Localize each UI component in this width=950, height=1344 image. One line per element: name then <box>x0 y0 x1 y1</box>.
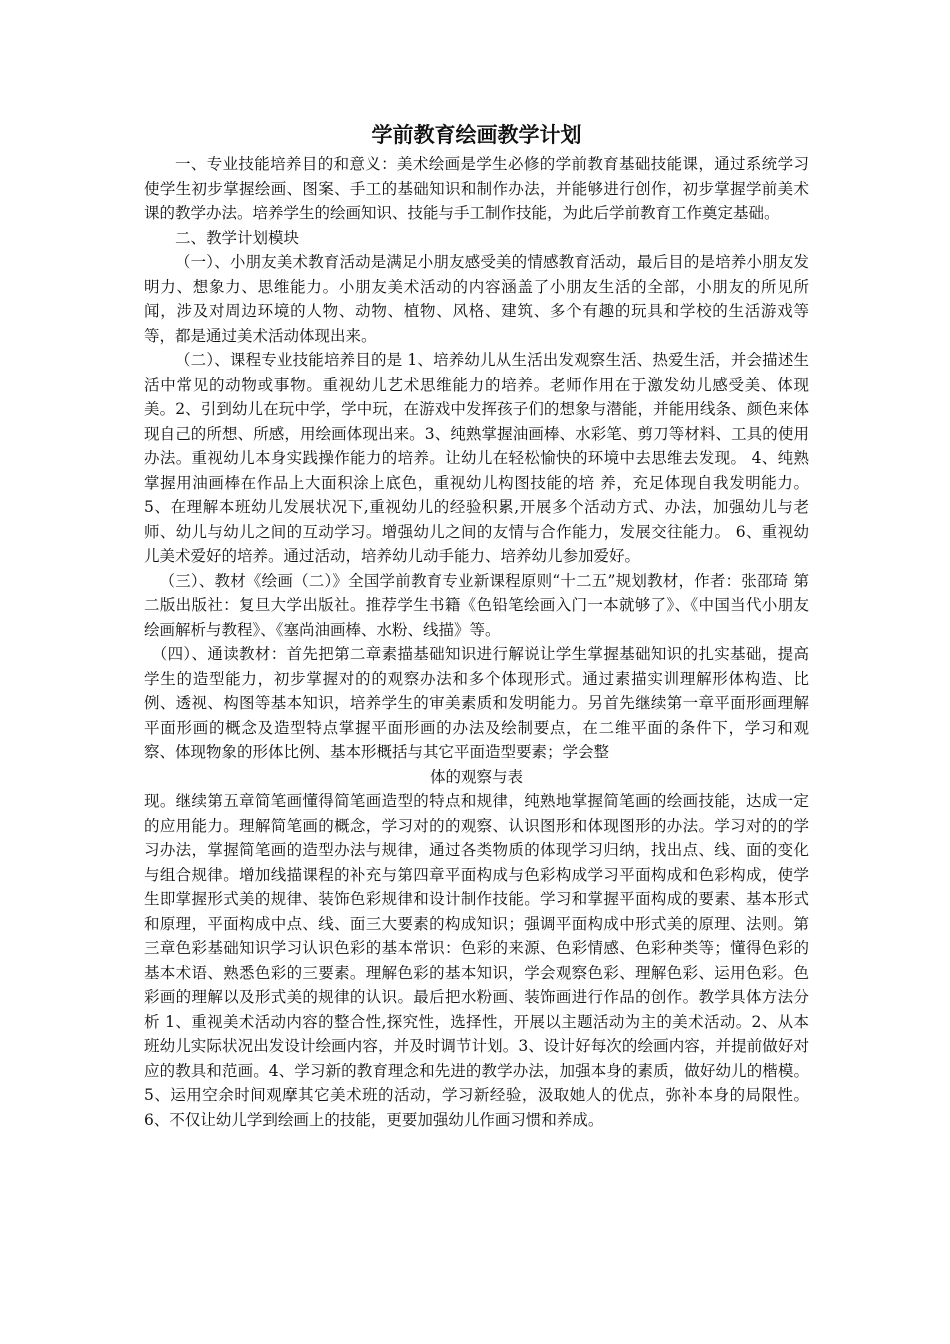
paragraph-purpose: 一、专业技能培养目的和意义：美术绘画是学生必修的学前教育基础技能课，通过系统学习使学生初步掌握绘画、图案、手工的基础知识和制作办法，并能够进行创作，初步掌握学前美术课的教学办法。培养学生的绘画知识、技能与手工制作技能，为此后学前教育工作奠定基础。 <box>144 155 809 222</box>
document-page <box>144 120 809 1132</box>
paragraph-section-2: （二）、课程专业技能培养目的是 1、培养幼儿从生活出发观察生活、热爱生活，并会描述生活中常见的动物或事物。重视幼儿艺术思维能力的培养。老师作用在于激发幼儿感受美、体现美。2、引到幼儿在玩中学，学中玩，在游戏中发挥孩子们的想象与潜能，并能用线条、颜色来体现自己的所想、所感，用绘画体现出来。3、纯熟掌握油画棒、水彩笔、剪刀等材料、工具的使用办法。重视幼儿本身实践操作能力的培养。让幼儿在轻松愉快的环境中去思维去发现。 4、纯熟掌握用油画棒在作品上大面积涂上底色，重视幼儿构图技能的培 养，充足体现自我发明能力。 5、在理解本班幼儿发展状况下,重视幼儿的经验积累,开展多个活动方式、办法，加强幼儿与老师、幼儿与幼儿之间的互动学习。增强幼儿之间的友情与合作能力，发展交往能力。 6、重视幼儿美术爱好的培养。通过活动，培养幼儿动手能力、培养幼儿参加爱好。 <box>144 351 809 565</box>
paragraph-section-1: （一）、小朋友美术教育活动是满足小朋友感受美的情感教育活动，最后目的是培养小朋友发明力、想象力、思维能力。小朋友美术活动的内容涵盖了小朋友生活的全部，小朋友的所见所闻，涉及对周边环境的人物、动物、植物、风格、建筑、多个有趣的玩具和学校的生活游戏等等，都是通过美术活动体现出来。 <box>144 253 809 345</box>
paragraph-modules-heading: 二、教学计划模块 <box>175 228 300 247</box>
paragraph-section-4: （四）、通读教材：首先把第二章素描基础知识进行解说让学生掌握基础知识的扎实基础，提高学生的造型能力，初步掌握对的的观察办法和多个体现形式。通过素描实训理解形体构造、比例、透视、构图等基本知识，培养学生的审美素质和发明能力。另首先继续第一章平面形画理解平面形画的概念及造型特点掌握平面形画的办法及绘制要点，在二维平面的条件下，学习和观察、体现物象的形体比例、基本形概括与其它平面造型要素；学会整 <box>144 645 809 761</box>
paragraph-section-4-continued: 现。继续第五章简笔画懂得简笔画造型的特点和规律，纯熟地掌握简笔画的绘画技能，达成一定的应用能力。理解简笔画的概念，学习对的的观察、认识图形和体现图形的办法。学习对的的学习办法，掌握简笔画的造型办法与规律，通过各类物质的体现学习归纳，找出点、线、面的变化与组合规律。增加线描课程的补充与第四章平面构成与色彩构成学习平面构成和色彩构成，使学生即掌握形式美的规律、装饰色彩规律和设计制作技能。学习和掌握平面构成的要素、基本形式和原理，平面构成中点、线、面三大要素的构成知识；强调平面构成中形式美的原理、法则。第三章色彩基础知识学习认识色彩的基本常识：色彩的来源、色彩情感、色彩种类等；懂得色彩的基本术语、熟悉色彩的三要素。理解色彩的基本知识，学会观察色彩、理解色彩、运用色彩。色彩画的理解以及形式美的规律的认识。最后把水粉画、装饰画进行作品的创作。教学具体方法分析 1、重视美术活动内容的整合性,探究性，选择性，开展以主题活动为主的美术活动。2、从本班幼儿实际状况出发设计绘画内容，并及时调节计划。3、设计好每次的绘画内容，并提前做好对应的教具和范画。4、学习新的教育理念和先进的教学办法，加强本身的素质，做好幼儿的楷模。5、运用空余时间观摩其它美术班的活动，学习新经验，汲取她人的优点，弥补本身的局限性。6、不仅让幼儿学到绘画上的技能，更要加强幼儿作画习惯和养成。 <box>144 792 809 1129</box>
document-title: 学前教育绘画教学计划 <box>371 122 582 147</box>
paragraph-section-4-tail: 体的观察与表 <box>429 767 523 786</box>
paragraph-section-3: （三）、教材《绘画（二）》全国学前教育专业新课程原则“十二五”规划教材，作者：张邵琦 第二版出版社：复旦大学出版社。推荐学生书籍《色铅笔绘画入门一本就够了》、《中国当代小朋友绘画解析与教程》、《塞尚油画棒、水粉、线描》等。 <box>144 571 809 639</box>
paragraph-section-4-block <box>144 642 809 789</box>
